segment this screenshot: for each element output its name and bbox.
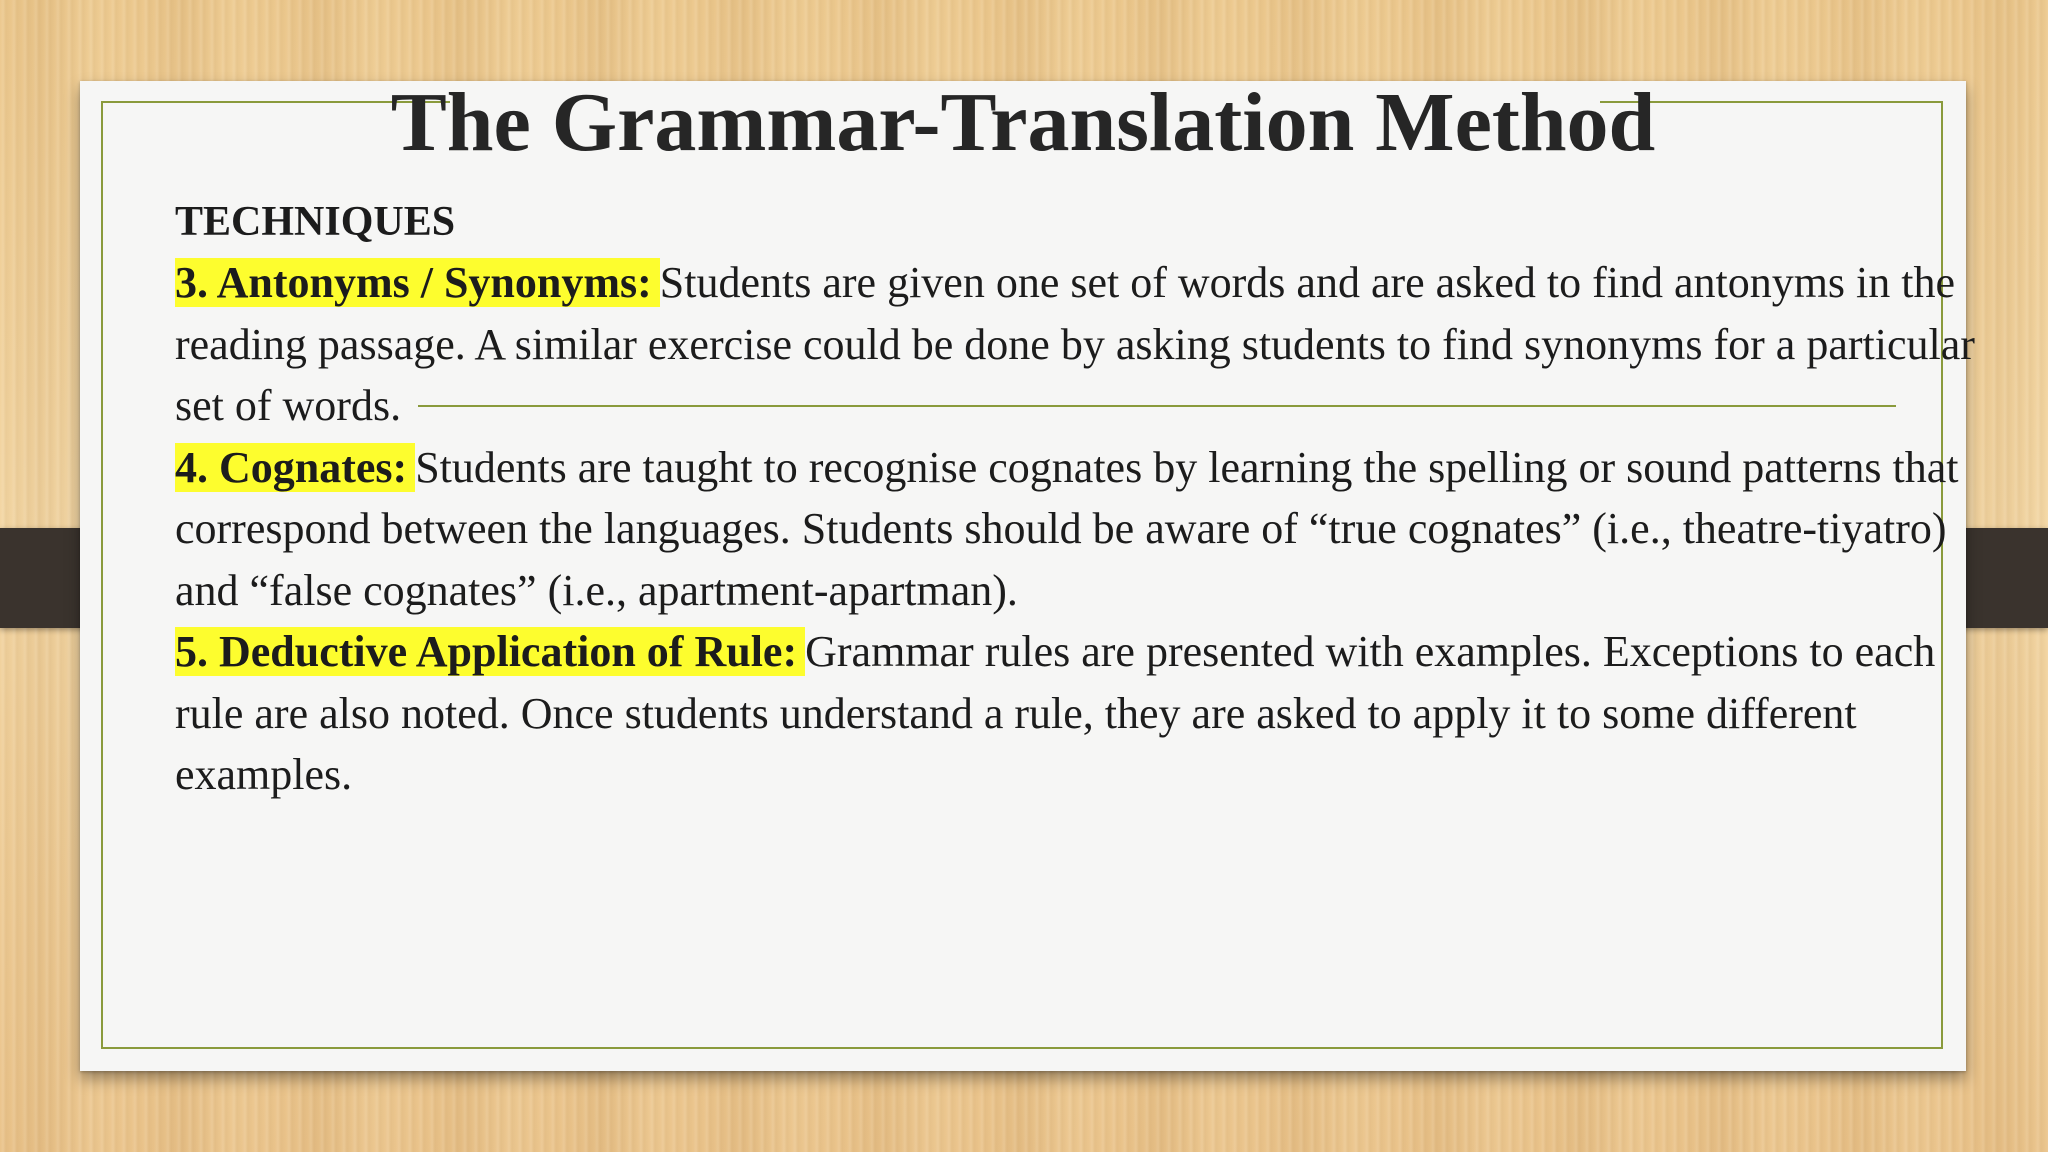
divider-line — [418, 405, 1896, 407]
slide-title: The Grammar-Translation Method — [390, 76, 1656, 169]
technique-description: Students are taught to recognise cognates by learning the spelling or sound patterns that correspond between the languages. Students should be aware of “true cognates” (i.e., theatre-tiyatro) and “false cognates” (i.e., apartment-apartman). — [175, 442, 1959, 615]
technique-description: Grammar rules are presented with examples. Exceptions to each rule are also noted. Once students understand a rule, they are asked to apply it to some different examples. — [175, 627, 1936, 799]
section-heading: TECHNIQUES — [175, 199, 456, 245]
technique-label-highlight: 4. Cognates: — [175, 443, 415, 492]
technique-label-highlight: 5. Deductive Application of Rule: — [175, 627, 805, 676]
technique-antonyms-synonyms — [175, 252, 2005, 437]
slide-card — [80, 76, 1975, 1071]
slide-body — [175, 193, 2005, 806]
technique-deductive-application — [175, 621, 2005, 806]
technique-cognates — [175, 437, 2005, 622]
technique-label-highlight: 3. Antonyms / Synonyms: — [175, 258, 660, 307]
technique-description: Students are given one set of words and are asked to find antonyms in the reading passage. A similar exercise could be done by asking students to find synonyms for a particular set of words. — [175, 258, 1975, 430]
